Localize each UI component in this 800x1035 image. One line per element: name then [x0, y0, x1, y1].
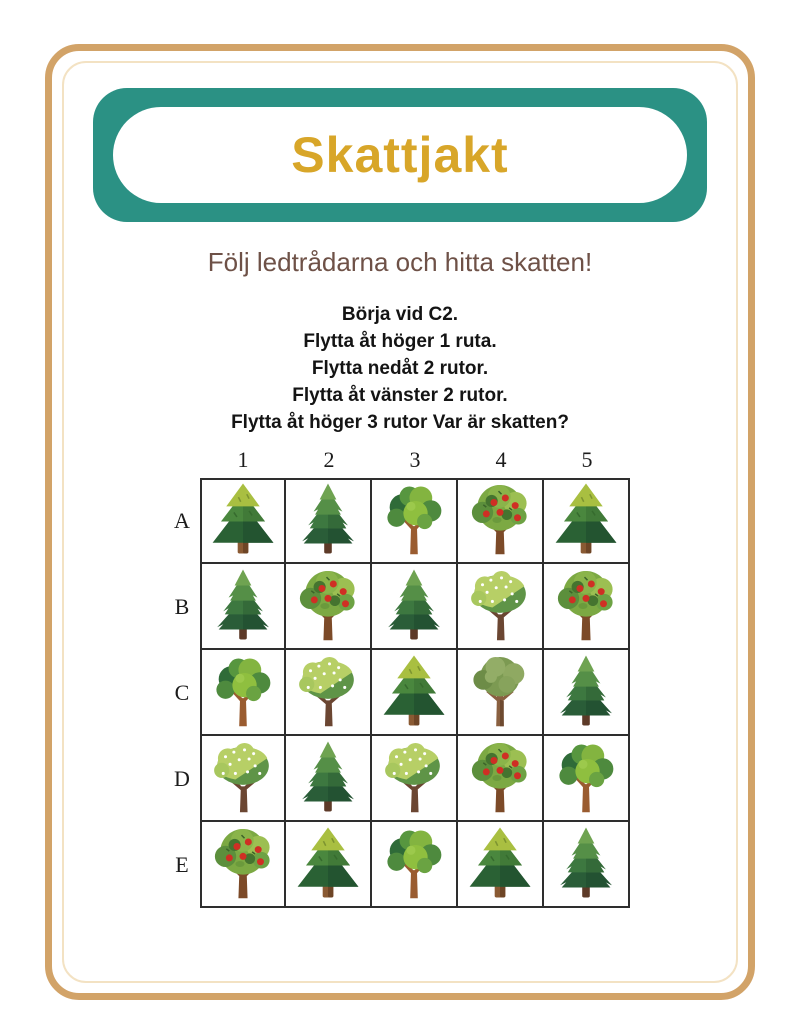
- row-header-c: C: [174, 680, 190, 705]
- grid-cell-e1: [200, 822, 286, 908]
- instruction-line-1: Börja vid C2.: [341, 304, 459, 325]
- instruction-line-5: Flytta åt höger 3 rutor Var är skatten?: [231, 412, 569, 433]
- tree-icon: [548, 739, 624, 817]
- grid-cell-e4: [458, 822, 544, 908]
- grid-cell-b2: [286, 564, 372, 650]
- grid-cell-a5: [544, 478, 630, 564]
- tree-icon: [548, 481, 624, 559]
- instructions: [0, 301, 800, 436]
- tree-icon: [376, 481, 452, 559]
- grid-cell-b4: [458, 564, 544, 650]
- tree-icon: [205, 653, 281, 731]
- grid-cell-d5: [544, 736, 630, 822]
- tree-icon: [290, 739, 366, 817]
- tree-icon: [548, 653, 624, 731]
- title-banner: [93, 88, 707, 222]
- tree-icon: [290, 481, 366, 559]
- grid-cell-e3: [372, 822, 458, 908]
- grid-cell-c5: [544, 650, 630, 736]
- tree-icon: [205, 481, 281, 559]
- grid-cell-a4: [458, 478, 544, 564]
- tree-icon: [205, 739, 281, 817]
- grid-cell-d1: [200, 736, 286, 822]
- tree-icon: [376, 739, 452, 817]
- grid-cell-e2: [286, 822, 372, 908]
- column-header-3: 3: [409, 446, 421, 472]
- grid-cell-d3: [372, 736, 458, 822]
- instruction-line-3: Flytta nedåt 2 rutor.: [311, 358, 489, 379]
- grid-cell-c1: [200, 650, 286, 736]
- column-header-4: 4: [495, 446, 507, 472]
- tree-icon: [290, 567, 366, 645]
- column-header-5: 5: [581, 446, 593, 472]
- instruction-line-4: Flytta åt vänster 2 rutor.: [292, 385, 508, 406]
- grid-corner: [164, 441, 200, 478]
- tree-icon: [462, 739, 538, 817]
- subtitle: Följ ledtrådarna och hitta skatten!: [207, 247, 593, 277]
- row-header-a: A: [174, 508, 190, 533]
- tree-icon: [462, 653, 538, 731]
- tree-icon: [462, 567, 538, 645]
- row-header-e: E: [175, 852, 189, 877]
- grid-cell-b3: [372, 564, 458, 650]
- tree-grid: [164, 441, 630, 908]
- tree-icon: [376, 653, 452, 731]
- grid-cell-b5: [544, 564, 630, 650]
- grid-cell-c4: [458, 650, 544, 736]
- column-header-1: 1: [237, 446, 249, 472]
- grid-cell-d4: [458, 736, 544, 822]
- tree-icon: [205, 567, 281, 645]
- instruction-line-2: Flytta åt höger 1 ruta.: [303, 331, 497, 352]
- grid-cell-b1: [200, 564, 286, 650]
- tree-icon: [205, 825, 281, 903]
- tree-icon: [290, 653, 366, 731]
- title-banner-inner: [113, 107, 687, 203]
- grid-cell-e5: [544, 822, 630, 908]
- column-header-2: 2: [323, 446, 335, 472]
- grid-cell-a3: [372, 478, 458, 564]
- tree-icon: [376, 825, 452, 903]
- tree-icon: [462, 481, 538, 559]
- row-header-d: D: [174, 766, 190, 791]
- grid-cell-c2: [286, 650, 372, 736]
- tree-icon: [462, 825, 538, 903]
- tree-icon: [376, 567, 452, 645]
- page-title: Skattjakt: [291, 127, 509, 183]
- grid-cell-a2: [286, 478, 372, 564]
- tree-icon: [548, 825, 624, 903]
- row-header-b: B: [174, 594, 190, 619]
- grid-cell-d2: [286, 736, 372, 822]
- tree-icon: [290, 825, 366, 903]
- grid-cell-a1: [200, 478, 286, 564]
- tree-icon: [548, 567, 624, 645]
- grid-cell-c3: [372, 650, 458, 736]
